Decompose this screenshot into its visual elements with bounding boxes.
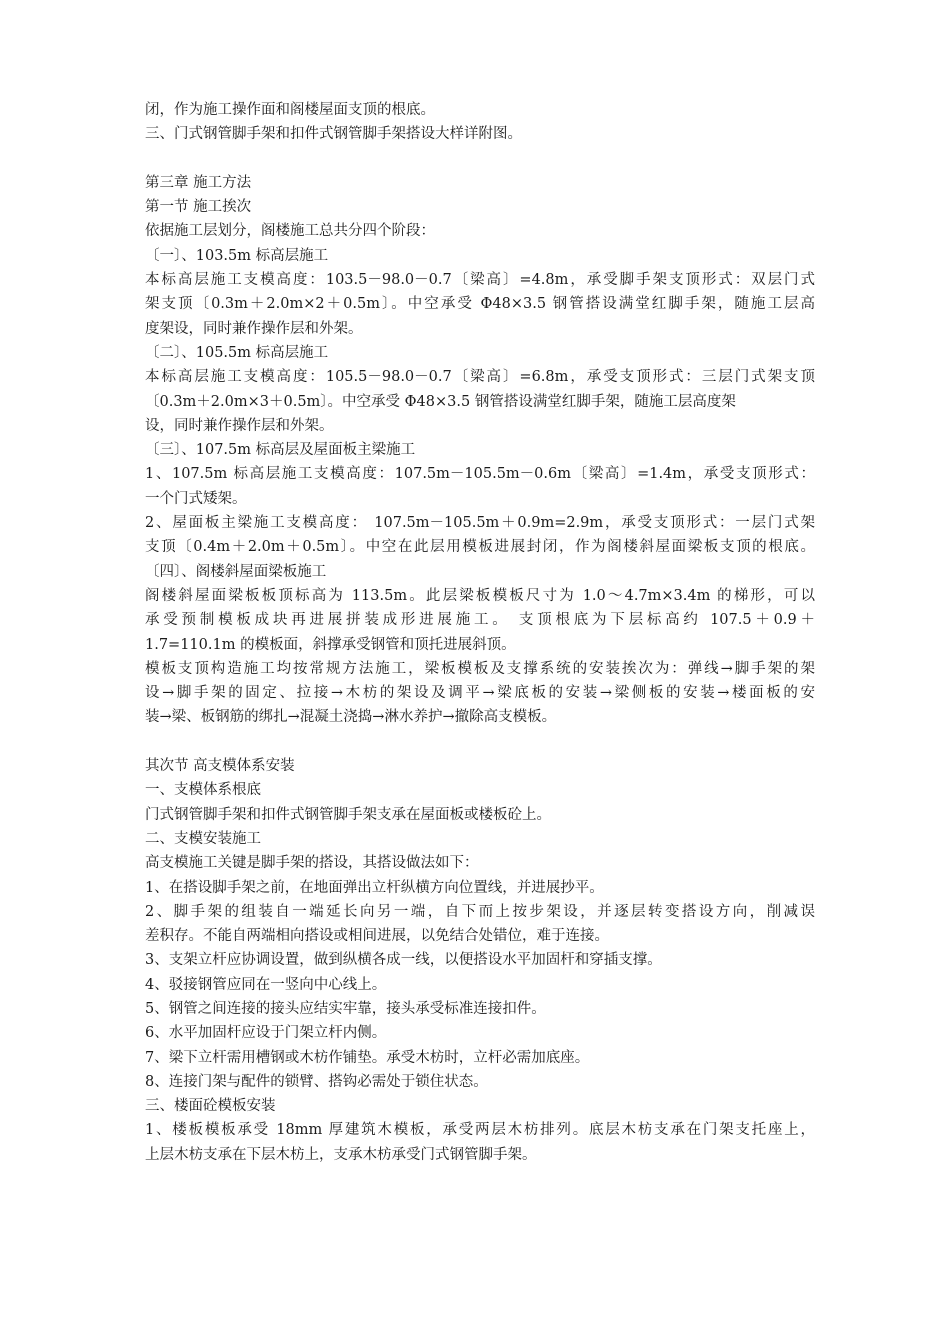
- list-item: 1、在搭设脚手架之前，在地面弹出立杆纵横方向位置线，并进展抄平。: [145, 879, 604, 896]
- document-page: [145, 98, 815, 1167]
- text-line: 1.7=110.1m 的模板面，斜撑承受钢管和顶托进展斜顶。: [145, 636, 516, 653]
- text-line: 设，同时兼作操作层和外架。: [145, 417, 334, 434]
- text-line: 三、门式钢管脚手架和扣件式钢管脚手架搭设大样详附图。: [145, 126, 522, 143]
- section-heading: 其次节 高支模体系安装: [145, 758, 295, 775]
- text-line: 度架设，同时兼作操作层和外架。: [145, 320, 363, 337]
- list-item: 6、水平加固杆应设于门架立杆内侧。: [145, 1025, 387, 1042]
- subsection-heading: 〔二〕、105.5m 标高层施工: [145, 344, 329, 361]
- list-item: 3、支架立杆应协调设置，做到纵横各成一线，以便搭设水平加固杆和穿插支撑。: [145, 952, 662, 969]
- text-line: 设→脚手架的固定、拉接→木枋的架设及调平→梁底板的安装→梁侧板的安装→楼面板的安: [145, 685, 815, 702]
- text-line: 1、107.5m 标高层施工支模高度：107.5m－105.5m－0.6m〔梁高〕=1.4m，承受支顶形式：: [145, 466, 815, 483]
- text-line: 依据施工层划分，阁楼施工总共分四个阶段：: [145, 223, 435, 240]
- text-line: 闭，作为施工操作面和阁楼屋面支顶的根底。: [145, 102, 435, 118]
- list-item: 4、驳接钢管应同在一竖向中心线上。: [145, 976, 387, 993]
- text-line: 高支模施工关键是脚手架的搭设，其搭设做法如下：: [145, 855, 479, 872]
- subsection-heading: 三、楼面砼模板安装: [145, 1098, 276, 1115]
- list-item: 8、连接门架与配件的锁臂、搭钩必需处于锁住状态。: [145, 1073, 488, 1090]
- subsection-heading: 〔三〕、107.5m 标高层及屋面板主梁施工: [145, 442, 416, 459]
- chapter-heading: 第三章 施工方法: [145, 174, 252, 191]
- list-item: 2、脚手架的组装自一端延长向另一端，自下而上按步架设，并逐层转变搭设方向，削减误: [145, 903, 815, 920]
- text-line: 差积存。不能自两端相向搭设或相间进展，以免结合处错位，难于连接。: [145, 928, 609, 945]
- list-item: 7、梁下立杆需用槽钢或木枋作铺垫。承受木枋时，立杆必需加底座。: [145, 1049, 590, 1066]
- text-line: 2、屋面板主梁施工支模高度： 107.5m－105.5m＋0.9m=2.9m，承受支顶形式：一层门式架: [145, 515, 815, 532]
- text-line: 模板支顶构造施工均按常规方法施工，梁板模板及支撑系统的安装挨次为：弹线→脚手架的架: [145, 660, 815, 677]
- blank-line: [145, 730, 815, 754]
- text-line: 一个门式矮架。: [145, 490, 247, 507]
- text-line: 架支顶〔0.3m＋2.0m×2＋0.5m〕。中空承受 Φ48×3.5 钢管搭设满堂红脚手架，随施工层高: [145, 296, 815, 313]
- subsection-heading: 〔四〕、阁楼斜屋面梁板施工: [145, 563, 327, 580]
- text-line: 支顶〔0.4m＋2.0m＋0.5m〕。中空在此层用模板进展封闭，作为阁楼斜屋面梁板支顶的根底。: [145, 539, 815, 556]
- list-item: 5、钢管之间连接的接头应结实牢靠，接头承受标准连接扣件。: [145, 1000, 546, 1017]
- text-line: 本标高层施工支模高度：103.5－98.0－0.7〔梁高〕=4.8m，承受脚手架支顶形式：双层门式: [145, 272, 815, 289]
- text-line: 阁楼斜屋面梁板板顶标高为 113.5m。此层梁板模板尺寸为 1.0～4.7m×3.4m 的梯形，可以: [145, 587, 815, 604]
- text-line: 门式钢管脚手架和扣件式钢管脚手架支承在屋面板或楼板砼上。: [145, 806, 551, 823]
- subsection-heading: 二、支模安装施工: [145, 830, 261, 847]
- subsection-heading: 〔一〕、103.5m 标高层施工: [145, 247, 329, 264]
- blank-line: [145, 147, 815, 171]
- section-heading: 第一节 施工挨次: [145, 199, 252, 216]
- text-line: 〔0.3m＋2.0m×3＋0.5m〕。中空承受 Φ48×3.5 钢管搭设满堂红脚手架，随施工层高度架: [145, 393, 736, 410]
- subsection-heading: 一、支模体系根底: [145, 782, 261, 799]
- text-line: 本标高层施工支模高度：105.5－98.0－0.7〔梁高〕=6.8m，承受支顶形式：三层门式架支顶: [145, 369, 815, 386]
- text-line: 上层木枋支承在下层木枋上，支承木枋承受门式钢管脚手架。: [145, 1146, 537, 1163]
- text-line: 承受预制模板成块再进展拼装成形进展施工。 支顶根底为下层标高约 107.5＋0.9＋: [145, 612, 815, 629]
- list-item: 1、楼板模板承受 18mm 厚建筑木模板，承受两层木枋排列。底层木枋支承在门架支托座上，: [145, 1122, 815, 1139]
- text-line: 装→梁、板钢筋的绑扎→混凝土浇捣→淋水养护→撤除高支模板。: [145, 709, 557, 726]
